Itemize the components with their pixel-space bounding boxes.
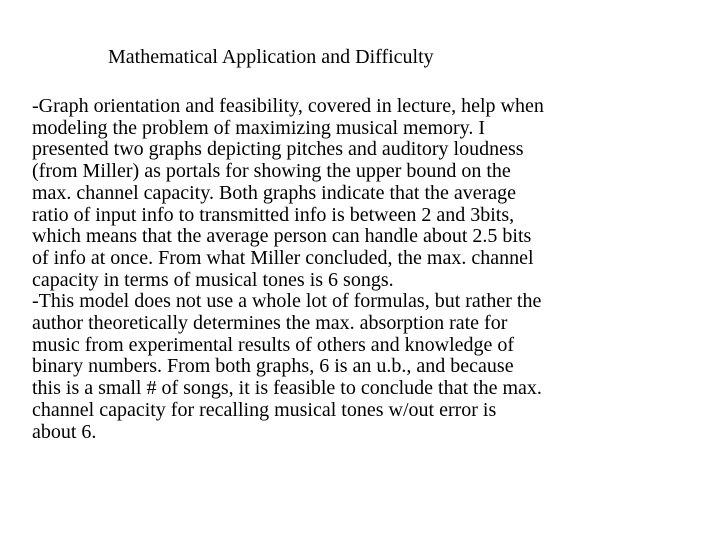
text-line: binary numbers. From both graphs, 6 is an u.b., and because xyxy=(32,355,514,378)
text-line: ratio of input info to transmitted info is between 2 and 3bits, xyxy=(32,203,515,226)
text-line: presented two graphs depicting pitches and auditory loudness xyxy=(32,138,524,161)
paragraph-model-formulas xyxy=(32,291,692,443)
text-line: this is a small # of songs, it is feasible to conclude that the max. xyxy=(32,377,542,400)
text-line: music from experimental results of others and knowledge of xyxy=(32,333,515,356)
text-line: capacity in terms of musical tones is 6 songs. xyxy=(32,268,394,291)
paragraph-graph-orientation xyxy=(32,96,692,291)
text-line: which means that the average person can handle about 2.5 bits xyxy=(32,225,532,248)
text-line: of info at once. From what Miller concluded, the max. channel xyxy=(32,246,534,269)
text-line: author theoretically determines the max. absorption rate for xyxy=(32,312,508,335)
text-line: max. channel capacity. Both graphs indicate that the average xyxy=(32,181,517,204)
text-line: channel capacity for recalling musical tones w/out error is xyxy=(32,398,497,421)
text-line: -This model does not use a whole lot of formulas, but rather the xyxy=(32,290,542,313)
text-line: modeling the problem of maximizing musical memory. I xyxy=(32,116,486,139)
slide-title: Mathematical Application and Difficulty xyxy=(108,46,434,68)
text-line: -Graph orientation and feasibility, covered in lecture, help when xyxy=(32,95,544,117)
slide-body xyxy=(32,96,692,443)
text-line: (from Miller) as portals for showing the upper bound on the xyxy=(32,160,511,183)
text-line: about 6. xyxy=(32,420,97,443)
